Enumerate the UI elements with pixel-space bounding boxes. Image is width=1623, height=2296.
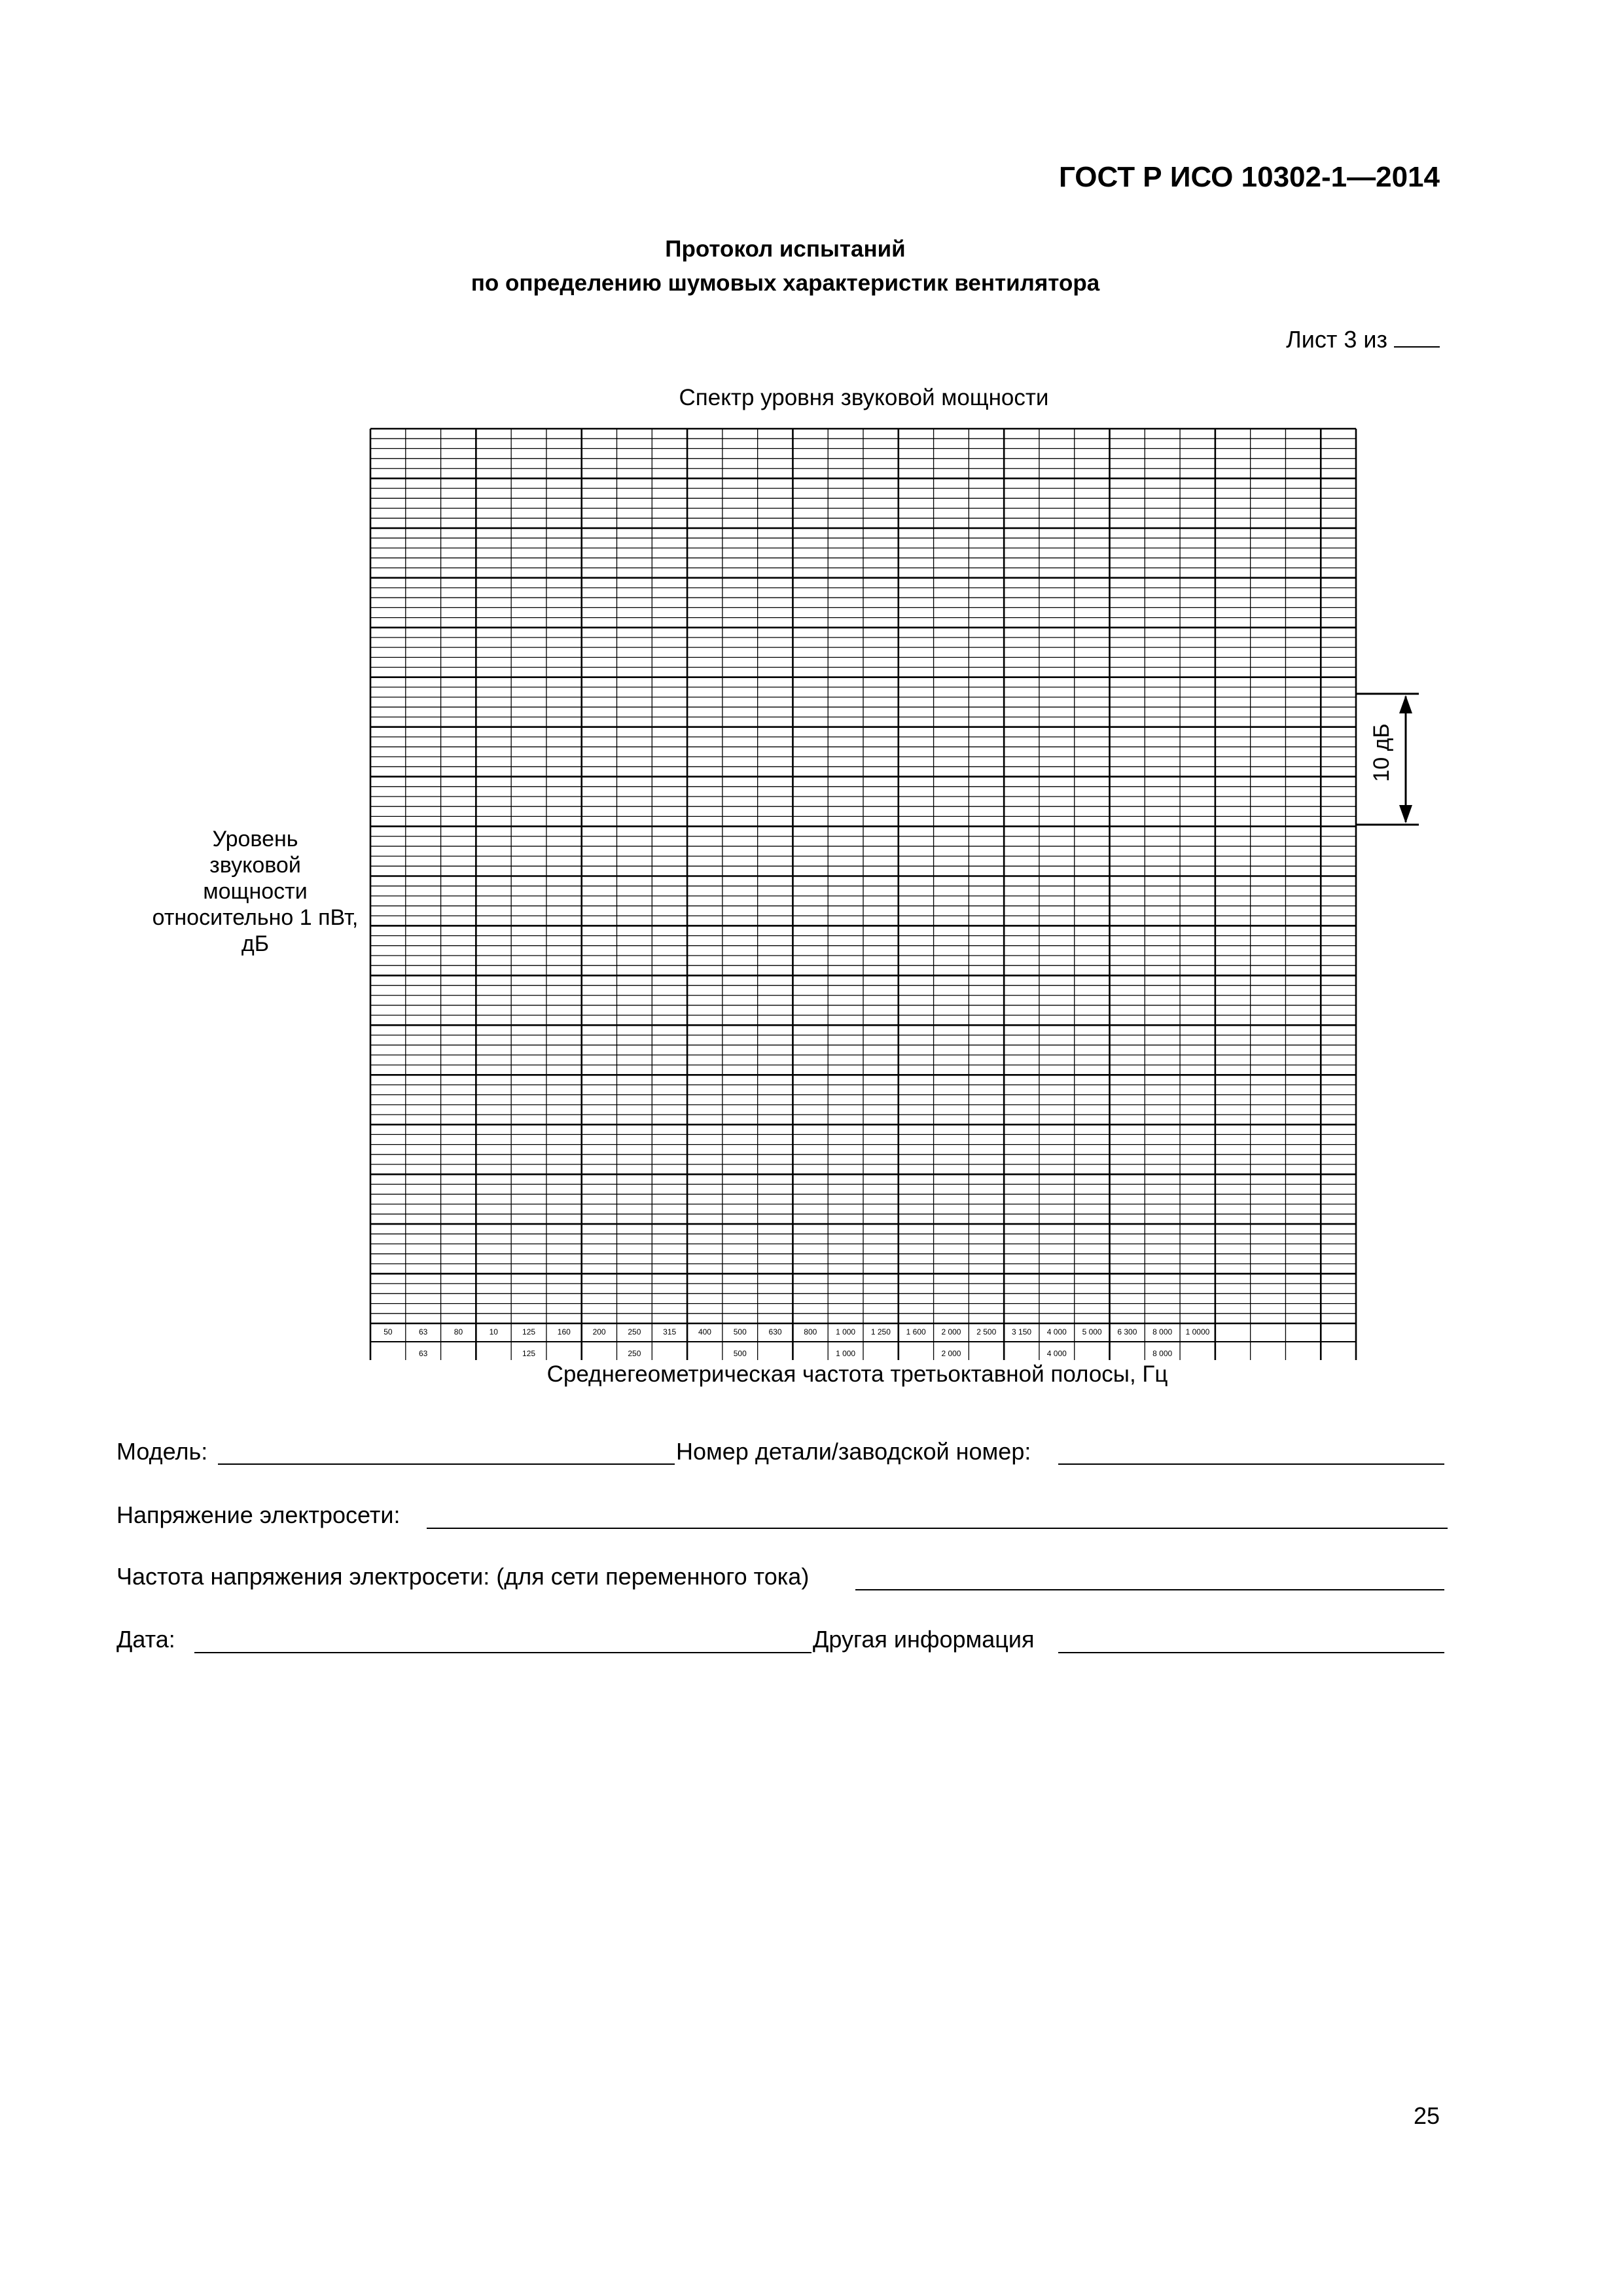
form-row-model bbox=[116, 1438, 207, 1465]
form-title-line2: по определению шумовых характеристик вентилятора bbox=[471, 270, 1100, 296]
third-octave-tick-label: 630 bbox=[768, 1327, 782, 1336]
frequency-field[interactable] bbox=[855, 1589, 1444, 1590]
frequency-label: Частота напряжения электросети: (для сети переменного тока) bbox=[116, 1563, 810, 1590]
third-octave-tick-label: 1 000 bbox=[836, 1327, 856, 1336]
voltage-field[interactable] bbox=[427, 1528, 1448, 1529]
scale-marker bbox=[1369, 723, 1394, 781]
y-axis-label-line: относительно 1 пВт, bbox=[152, 905, 359, 930]
third-octave-tick-label: 500 bbox=[733, 1327, 747, 1336]
form-row-frequency bbox=[116, 1563, 809, 1590]
x-axis-label: Среднегеометрическая частота третьоктавной полосы, Гц bbox=[546, 1361, 1168, 1387]
form-row-part-number bbox=[676, 1438, 1031, 1465]
date-label: Дата: bbox=[116, 1626, 175, 1653]
third-octave-tick-label: 800 bbox=[804, 1327, 817, 1336]
third-octave-tick-label: 2 000 bbox=[941, 1327, 961, 1336]
octave-tick-label: 1 000 bbox=[836, 1349, 856, 1358]
scale-marker-arrowhead bbox=[1399, 695, 1412, 713]
other-info-field[interactable] bbox=[1058, 1652, 1444, 1653]
third-octave-tick-label: 315 bbox=[663, 1327, 677, 1336]
third-octave-tick-label: 5 000 bbox=[1082, 1327, 1102, 1336]
third-octave-tick-label: 160 bbox=[557, 1327, 571, 1336]
third-octave-tick-label: 8 000 bbox=[1152, 1327, 1173, 1336]
third-octave-tick-label: 50 bbox=[383, 1327, 393, 1336]
voltage-label: Напряжение электросети: bbox=[116, 1501, 401, 1528]
octave-tick-label: 125 bbox=[522, 1349, 536, 1358]
third-octave-tick-label: 250 bbox=[628, 1327, 641, 1336]
part-number-label: Номер детали/заводской номер: bbox=[676, 1438, 1031, 1465]
page-number: 25 bbox=[1413, 2102, 1440, 2129]
form-row-voltage bbox=[116, 1501, 400, 1529]
chart-title: Спектр уровня звуковой мощности bbox=[679, 385, 1049, 410]
y-axis-label-line: Уровень bbox=[212, 827, 298, 852]
octave-tick-label: 63 bbox=[418, 1349, 428, 1358]
y-axis-label-line: мощности bbox=[203, 879, 308, 904]
third-octave-tick-label: 80 bbox=[454, 1327, 463, 1336]
scale-marker-arrowhead bbox=[1399, 805, 1412, 823]
third-octave-tick-label: 1 600 bbox=[906, 1327, 926, 1336]
other-info-label: Другая информация bbox=[813, 1626, 1035, 1653]
third-octave-tick-label: 2 500 bbox=[976, 1327, 997, 1336]
octave-tick-label: 250 bbox=[628, 1349, 641, 1358]
grid-lines bbox=[370, 429, 1419, 1360]
third-octave-tick-label: 3 150 bbox=[1012, 1327, 1032, 1336]
third-octave-tick-label: 1 250 bbox=[870, 1327, 891, 1336]
part-number-field[interactable] bbox=[1058, 1463, 1444, 1465]
document-code: ГОСТ Р ИСО 10302-1—2014 bbox=[1058, 161, 1440, 193]
third-octave-tick-label: 4 000 bbox=[1046, 1327, 1067, 1336]
scale-marker-label: 10 дБ bbox=[1369, 723, 1394, 782]
model-label: Модель: bbox=[116, 1438, 208, 1465]
third-octave-tick-label: 125 bbox=[522, 1327, 536, 1336]
sheet-counter-label: Лист 3 из bbox=[1286, 326, 1387, 353]
third-octave-tick-label: 400 bbox=[698, 1327, 711, 1336]
form-row-other-info bbox=[813, 1626, 1035, 1653]
octave-tick-label: 500 bbox=[733, 1349, 747, 1358]
tick-labels bbox=[383, 1327, 1209, 1358]
y-axis-label-line: звуковой bbox=[209, 853, 301, 878]
octave-tick-label: 4 000 bbox=[1046, 1349, 1067, 1358]
third-octave-tick-label: 200 bbox=[592, 1327, 606, 1336]
octave-tick-label: 8 000 bbox=[1152, 1349, 1173, 1358]
octave-tick-label: 2 000 bbox=[941, 1349, 961, 1358]
third-octave-tick-label: 6 300 bbox=[1117, 1327, 1137, 1336]
y-axis-label-line: дБ bbox=[241, 931, 270, 956]
form-row-date bbox=[116, 1626, 175, 1653]
form-title-line1: Протокол испытаний bbox=[665, 236, 906, 262]
third-octave-tick-label: 10 bbox=[489, 1327, 498, 1336]
third-octave-tick-label: 63 bbox=[418, 1327, 428, 1336]
third-octave-tick-label: 1 0000 bbox=[1185, 1327, 1210, 1336]
model-field[interactable] bbox=[218, 1463, 675, 1465]
date-field[interactable] bbox=[194, 1652, 812, 1653]
